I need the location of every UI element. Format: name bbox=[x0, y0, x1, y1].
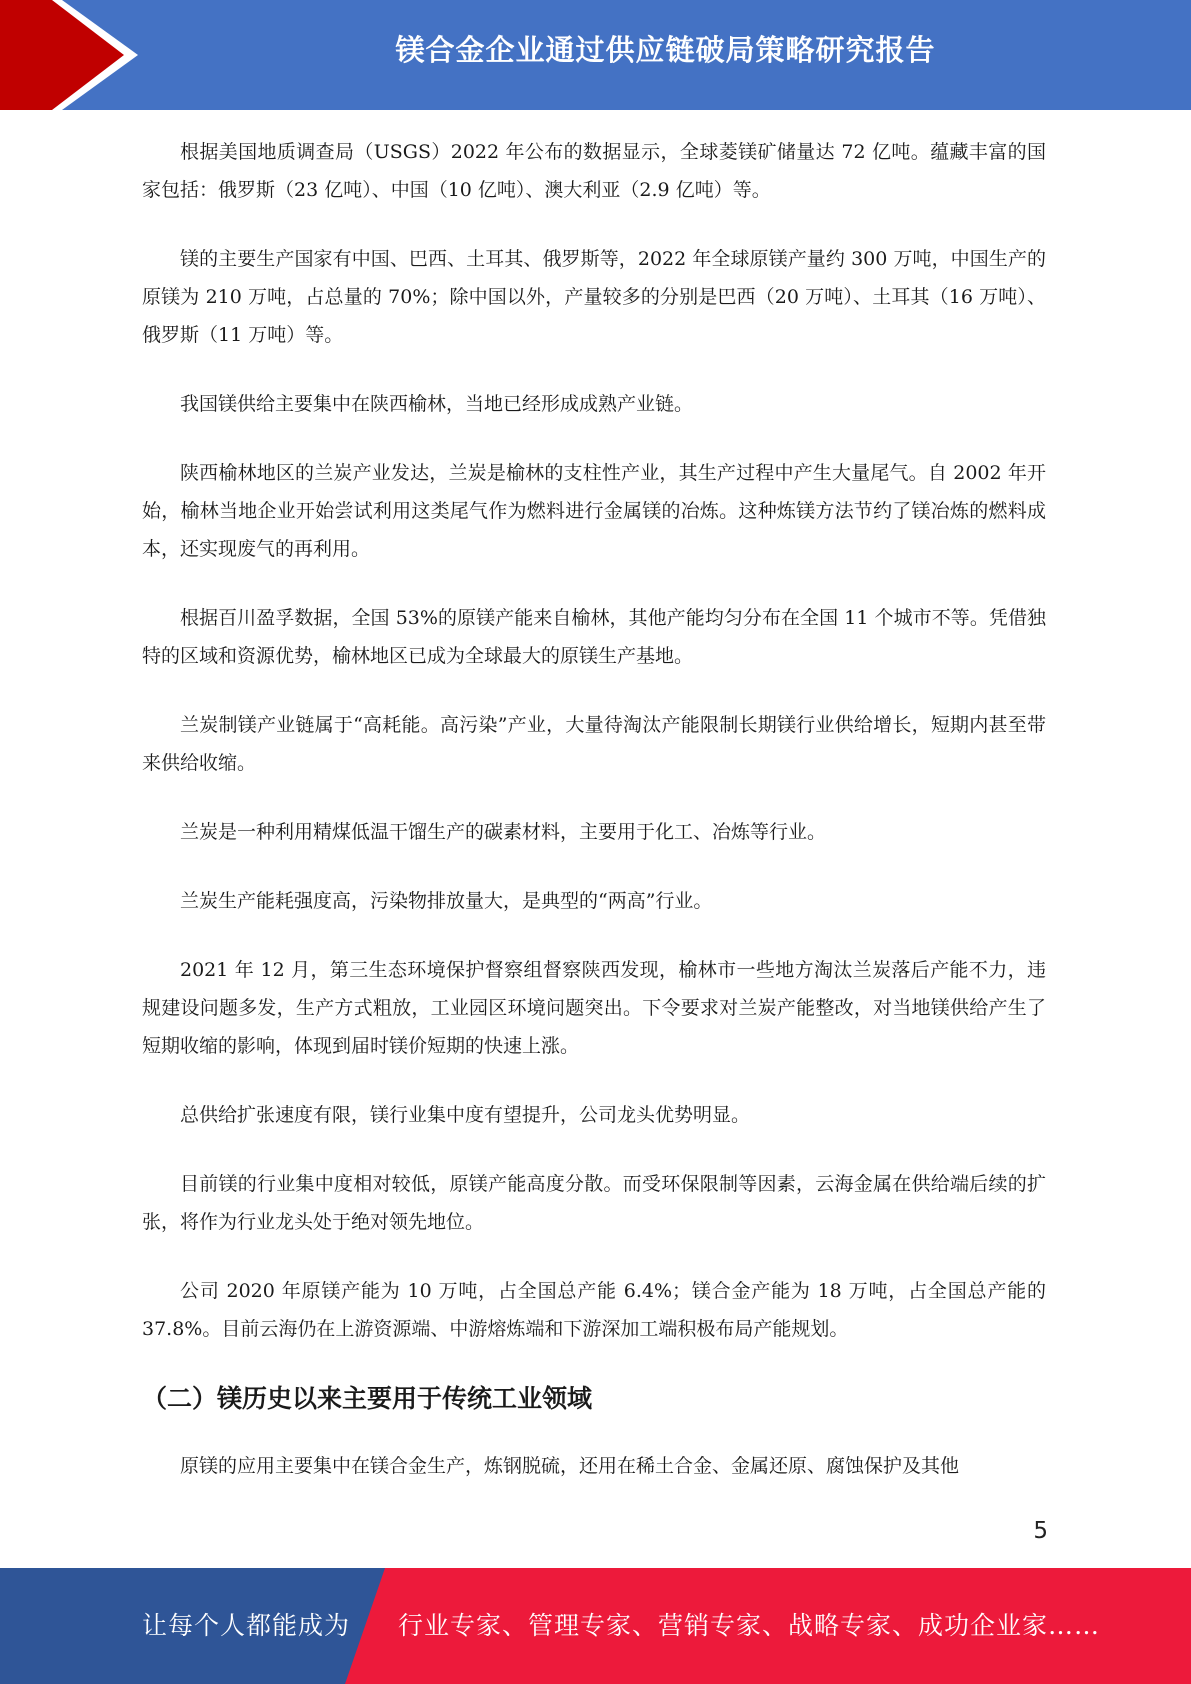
paragraph: 根据百川盈孚数据，全国 53%的原镁产能来自榆林，其他产能均匀分布在全国 11 个城市不等。凭借独特的区域和资源优势，榆林地区已成为全球最大的原镁生产基地。 bbox=[142, 607, 1046, 667]
paragraph: 公司 2020 年原镁产能为 10 万吨，占全国总产能 6.4%；镁合金产能为 18 万吨，占全国总产能的 37.8%。目前云海仍在上游资源端、中游熔炼端和下游深加工端积极布局产能规划。 bbox=[142, 1280, 1046, 1340]
paragraph: 兰炭生产能耗强度高，污染物排放量大，是典型的“两高”行业。 bbox=[180, 890, 713, 912]
footer-slogan-roles: 行业专家、管理专家、营销专家、战略专家、成功企业家…… bbox=[398, 1611, 1101, 1640]
paragraph: 根据美国地质调查局（USGS）2022 年公布的数据显示，全球菱镁矿储量达 72 亿吨。蕴藏丰富的国家包括：俄罗斯（23 亿吨）、中国（10 亿吨）、澳大利亚（2.9 亿吨）等。 bbox=[142, 141, 1046, 201]
paragraph: 兰炭制镁产业链属于“高耗能。高污染”产业，大量待淘汰产能限制长期镁行业供给增长，短期内甚至带来供给收缩。 bbox=[142, 714, 1046, 774]
footer-slogan-lead: 让每个人都能成为 bbox=[142, 1611, 351, 1640]
report-header bbox=[0, 0, 1191, 110]
paragraph: 兰炭是一种利用精煤低温干馏生产的碳素材料，主要用于化工、冶炼等行业。 bbox=[180, 821, 827, 843]
report-title: 镁合金企业通过供应链破局策略研究报告 bbox=[395, 33, 936, 67]
paragraph: 陕西榆林地区的兰炭产业发达，兰炭是榆林的支柱性产业，其生产过程中产生大量尾气。自 2002 年开始，榆林当地企业开始尝试利用这类尾气作为燃料进行金属镁的冶炼。这种炼镁方法节约了镁冶炼的燃料成本，还实现废气的再利用。 bbox=[142, 462, 1046, 560]
header-chevron-decoration bbox=[0, 0, 160, 110]
document-body bbox=[142, 133, 1046, 1516]
paragraph: 原镁的应用主要集中在镁合金生产，炼钢脱硫，还用在稀土合金、金属还原、腐蚀保护及其他 bbox=[180, 1455, 960, 1477]
page-number: 5 bbox=[1033, 1518, 1048, 1544]
paragraph: 总供给扩张速度有限，镁行业集中度有望提升，公司龙头优势明显。 bbox=[180, 1104, 751, 1126]
paragraph: 我国镁供给主要集中在陕西榆林，当地已经形成成熟产业链。 bbox=[180, 393, 694, 415]
report-footer bbox=[0, 1568, 1191, 1684]
paragraph: 镁的主要生产国家有中国、巴西、土耳其、俄罗斯等，2022 年全球原镁产量约 300 万吨，中国生产的原镁为 210 万吨，占总量的 70%；除中国以外，产量较多的分别是巴西（20 万吨）、土耳其（16 万吨）、俄罗斯（11 万吨）等。 bbox=[142, 248, 1046, 346]
paragraph: 2021 年 12 月，第三生态环境保护督察组督察陕西发现，榆林市一些地方淘汰兰炭落后产能不力，违规建设问题多发，生产方式粗放，工业园区环境问题突出。下令要求对兰炭产能整改，对当地镁供给产生了短期收缩的影响，体现到届时镁价短期的快速上涨。 bbox=[142, 959, 1046, 1057]
paragraph: 目前镁的行业集中度相对较低，原镁产能高度分散。而受环保限制等因素，云海金属在供给端后续的扩张，将作为行业龙头处于绝对领先地位。 bbox=[142, 1173, 1046, 1233]
section-heading: （二）镁历史以来主要用于传统工业领域 bbox=[142, 1384, 593, 1413]
